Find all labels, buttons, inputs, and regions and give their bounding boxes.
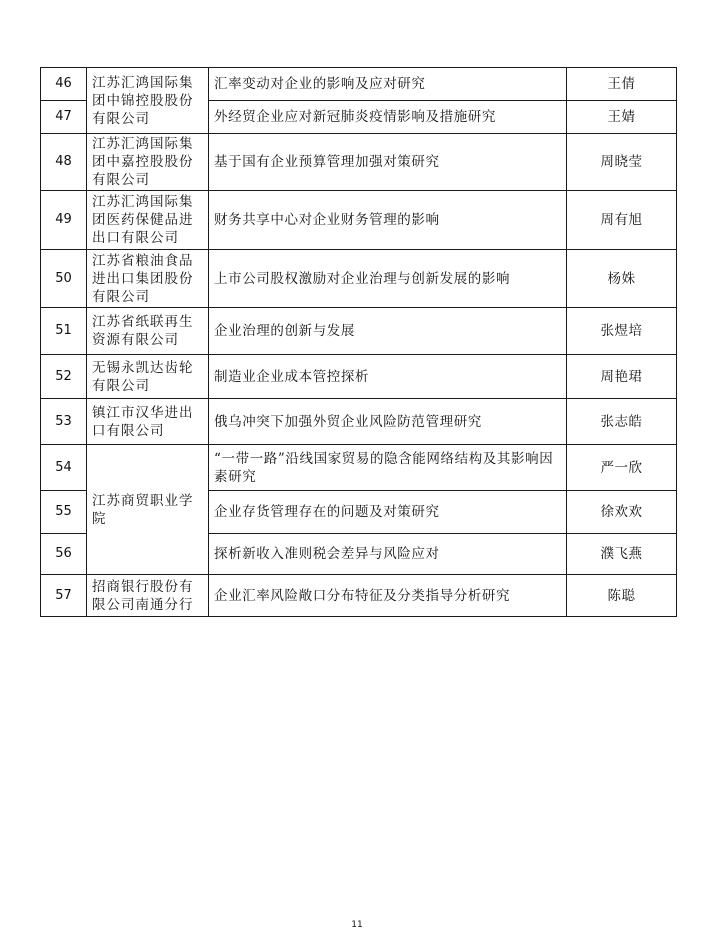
awards-table <box>40 67 677 617</box>
topic-cell: 企业治理的创新与发展 <box>209 308 567 355</box>
row-number: 56 <box>41 534 87 575</box>
organization-cell: 江苏省粮油食品进出口集团股份有限公司 <box>87 250 209 308</box>
table-row <box>41 68 677 101</box>
organization-cell: 江苏省纸联再生资源有限公司 <box>87 308 209 355</box>
topic-cell: 企业存货管理存在的问题及对策研究 <box>209 491 567 534</box>
author-cell: 周艳珺 <box>567 355 677 399</box>
topic-cell: 基于国有企业预算管理加强对策研究 <box>209 134 567 191</box>
author-cell: 严一欣 <box>567 445 677 491</box>
author-cell: 杨姝 <box>567 250 677 308</box>
table-row <box>41 575 677 617</box>
author-cell: 周有旭 <box>567 191 677 250</box>
table-row <box>41 399 677 445</box>
page-number: 11 <box>351 920 363 930</box>
row-number: 52 <box>41 355 87 399</box>
topic-cell: 制造业企业成本管控探析 <box>209 355 567 399</box>
table-row <box>41 445 677 491</box>
author-cell: 周晓莹 <box>567 134 677 191</box>
author-cell: 濮飞燕 <box>567 534 677 575</box>
table-row <box>41 308 677 355</box>
topic-cell: 俄乌冲突下加强外贸企业风险防范管理研究 <box>209 399 567 445</box>
row-number: 48 <box>41 134 87 191</box>
row-number: 54 <box>41 445 87 491</box>
organization-cell: 江苏商贸职业学院 <box>87 445 209 575</box>
author-cell: 张煜培 <box>567 308 677 355</box>
organization-cell: 江苏汇鸿国际集团中嘉控股股份有限公司 <box>87 134 209 191</box>
row-number: 51 <box>41 308 87 355</box>
topic-cell: 外经贸企业应对新冠肺炎疫情影响及措施研究 <box>209 101 567 134</box>
topic-cell: 汇率变动对企业的影响及应对研究 <box>209 68 567 101</box>
organization-cell: 江苏汇鸿国际集团中锦控股股份有限公司 <box>87 68 209 134</box>
organization-cell: 江苏汇鸿国际集团医药保健品进出口有限公司 <box>87 191 209 250</box>
organization-cell: 镇江市汉华进出口有限公司 <box>87 399 209 445</box>
row-number: 53 <box>41 399 87 445</box>
author-cell: 王倩 <box>567 68 677 101</box>
topic-cell: 财务共享中心对企业财务管理的影响 <box>209 191 567 250</box>
organization-cell: 无锡永凯达齿轮有限公司 <box>87 355 209 399</box>
author-cell: 陈聪 <box>567 575 677 617</box>
organization-cell: 招商银行股份有限公司南通分行 <box>87 575 209 617</box>
row-number: 47 <box>41 101 87 134</box>
topic-cell: “一带一路”沿线国家贸易的隐含能网络结构及其影响因素研究 <box>209 445 567 491</box>
row-number: 50 <box>41 250 87 308</box>
topic-cell: 上市公司股权激励对企业治理与创新发展的影响 <box>209 250 567 308</box>
topic-cell: 探析新收入准则税会差异与风险应对 <box>209 534 567 575</box>
table-row <box>41 355 677 399</box>
row-number: 49 <box>41 191 87 250</box>
author-cell: 徐欢欢 <box>567 491 677 534</box>
table-row <box>41 250 677 308</box>
topic-cell: 企业汇率风险敞口分布特征及分类指导分析研究 <box>209 575 567 617</box>
author-cell: 王婧 <box>567 101 677 134</box>
row-number: 46 <box>41 68 87 101</box>
table-row <box>41 134 677 191</box>
author-cell: 张志皓 <box>567 399 677 445</box>
row-number: 57 <box>41 575 87 617</box>
table-row <box>41 191 677 250</box>
row-number: 55 <box>41 491 87 534</box>
